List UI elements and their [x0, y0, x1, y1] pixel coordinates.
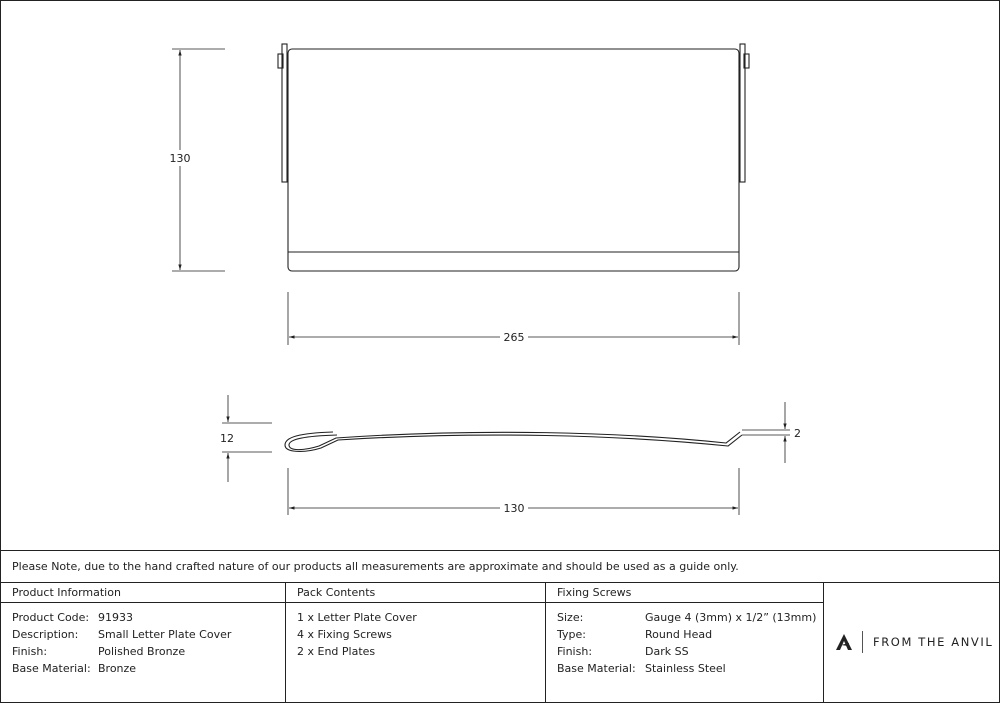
width-label: 265: [503, 331, 525, 344]
screw-finish-value: Dark SS: [645, 645, 689, 658]
brand-block: [834, 630, 993, 654]
product-code-label: Product Code:: [12, 611, 90, 624]
screw-type-label: Type:: [557, 628, 586, 641]
product-code-value: 91933: [98, 611, 133, 624]
plate-outline: [288, 49, 739, 271]
screw-type-value: Round Head: [645, 628, 713, 641]
pack-item: 1 x Letter Plate Cover: [297, 611, 417, 624]
screw-size-value: Gauge 4 (3mm) x 1/2” (13mm): [645, 611, 817, 624]
side-profile: [285, 432, 742, 451]
col-divider-2: [545, 582, 546, 702]
anvil-a-logo-icon: [834, 632, 854, 652]
brand-separator: [862, 631, 863, 653]
description-label: Description:: [12, 628, 79, 641]
col-divider-1: [285, 582, 286, 702]
fixing-screws-title: Fixing Screws: [557, 586, 632, 599]
lip-label: 2: [794, 427, 801, 440]
thickness-label: 12: [220, 432, 234, 445]
screw-finish-label: Finish:: [557, 645, 593, 658]
product-info-title: Product Information: [12, 586, 121, 599]
pack-contents-title: Pack Contents: [297, 586, 376, 599]
title-divider: [0, 602, 823, 603]
pack-item: 2 x End Plates: [297, 645, 376, 658]
front-view: [278, 44, 749, 271]
pack-item: 4 x Fixing Screws: [297, 628, 392, 641]
base-material-label: Base Material:: [12, 662, 91, 675]
screw-material-label: Base Material:: [557, 662, 636, 675]
header-divider: [0, 582, 999, 583]
disclaimer-note: Please Note, due to the hand crafted nature of our products all measurements are approximate and should be used as a guide only.: [12, 560, 739, 573]
brand-name: FROM THE ANVIL: [873, 635, 994, 649]
lip-dimension: [742, 402, 790, 463]
depth-label: 130: [503, 502, 525, 515]
table-top-border: [0, 550, 999, 551]
description-value: Small Letter Plate Cover: [98, 628, 232, 641]
finish-value: Polished Bronze: [98, 645, 186, 658]
height-label: 130: [169, 152, 191, 165]
base-material-value: Bronze: [98, 662, 137, 675]
screw-material-value: Stainless Steel: [645, 662, 726, 675]
screw-size-label: Size:: [557, 611, 584, 624]
col-divider-3: [823, 582, 824, 702]
finish-label: Finish:: [12, 645, 48, 658]
